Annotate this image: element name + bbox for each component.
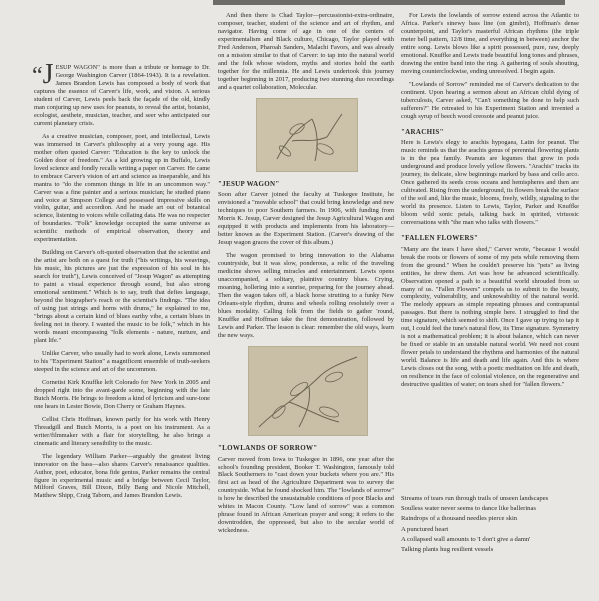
botanical-drawing-icon [256, 98, 358, 172]
paragraph: Unlike Carver, who usually had to work alone, Lewis summoned to his "Experiment Station" a magnificent ensemble of truth-seekers steeped in the science and art of the uncommon. [34, 349, 210, 373]
paragraph: "Many are the tears I have shed," Carver wrote, "because I would break the roots or flowers of some of my pets while removing them from the ground." When he couldn't preserve his "pets" as living entities, he drew them. Art was how he advanced scientifically. Observation opened a path to a beautiful world shrouded from so many of us. "Fallen Flowers" compels us to submit to the beauty, complexity, vulnerability, and unknowability of the natural world. The melody appears as simple repeating phrases and contrapuntal passages. But there is nothing simple here. I struggled to find the time signature, which seemed to shift. Once I gave up trying to tap it out, I could feel the tune's natural flow, its Time signature. Symmetry is not a mathematical problem; it is about balance, which can never be fixed or stable in an unstable natural world. We need not count flower petals to understand the rhythms and harmonies of the natural world. Balance is life and death and life again. And this is where Lewis closes out the song, with a poetic meditation on life and death, on resilience in the face of colonial violence, on the regenerative and destructive qualities of water; on tears shed for "fallen flowers." [401, 245, 579, 389]
poem-line: Raindrops of a thousand needles pierce skin [401, 515, 518, 523]
paragraph: Carver moved from Iowa to Tuskegee in 1896, one year after the school's founding president, Booker T. Washington, famously told Black Southerners to "cast down your buckets where you are." His first act as head of the Agriculture Department was to survey the countryside. What he found shocked him. The "lowlands of sorrow" is how he described the unsustainable conditions of poor Blacks and whites in Macon County. "Low land of sorrow" was a common phrase found in African American prayer and song; it refers to the downtrodden, the oppressed, but also to the secular world of wickedness. [218, 455, 394, 535]
section-heading: "ARACHIS" [401, 127, 444, 136]
paragraph: The wagon promised to bring innovation to the Alabama countryside, but it was slow, ponderous, a relic of the traveling medicine shows selling miracles and entertainment. Lewis opens unaccompanied, a solitary, plaintive country blues. Crying, moaning, hollering into a sunrise, preparing for the journey ahead. Then the wagon takes off, a black horse strutting to a funky New Orleans-style rhythm, drums and wheels rolling resolutely over a blues modality. Calling folk from the fields to gather 'round, Knuffke and Hoffman take the first demonstration, followed by Lewis and Parker. The lesson is clear: remember the old ways, learn the new ways. [218, 252, 394, 339]
paragraph: Cornetist Kirk Knuffke left Colorado for New York in 2005 and dropped right into the avant-garde scene, beginning with the late Butch Morris. He brings to freedom a kind of lyricism and sure-tone one hears in Lester Bowie, Don Cherry or Graham Haynes. [34, 378, 210, 410]
liner-notes-column-3 [401, 12, 579, 394]
paragraph: Cellist Chris Hoffman, known partly for his work with Henry Threadgill and Butch Morris, is a poet on his instrument. As a writer/filmmaker with a flair for storytelling, he also brings a cinematic and literary sensibility to the music. [34, 415, 210, 447]
paragraph: And then there is Chad Taylor—percussionist-extra-ordinaire, composer, teacher, student of the science and art of rhythm, and navigator. Having come of age in one of the centers of experimentalism and Black culture, Chicago, Taylor played with Fred Anderson, Pharoah Sanders, Malachi Favors, and was already on a mission similar to that of Carver: to tap into the natural world and the folk whose wisdom, myths and stories hold the earth together for the millennia. He and Lewis undertook this journey together beginning in 2017, producing two stunning duo recordings and a quartet collaboration, Molecular. [218, 12, 394, 91]
paragraph: Soon after Carver joined the faculty at Tuskegee Institute, he envisioned a "movable school" that could bring knowledge and new techniques to poor Southern farmers. In 1906, with funding from Morris K. Jesup, Carver designed the Jesup Agricultural Wagon and equipped it with products and implements from his laboratory—better known as the Experiment Station. (Carver's drawing of the Jesup wagon graces the cover of this album.) [218, 191, 394, 247]
poem-line: Streams of tears run through trails of unseen landscapes [401, 495, 549, 502]
section-heading: "FALLEN FLOWERS" [401, 233, 479, 242]
top-rule [213, 0, 565, 5]
poem-block [401, 494, 579, 555]
poem-line: A punctured heart [401, 525, 449, 533]
paragraph: As a creative musician, composer, poet, and intellectual, Lewis was immersed in Carver's philosophy at a very young age. His mother often quoted Carver: "Education is the key to unlock the Golden door of freedom." As a kid growing up in Buffalo, Lewis loved science and fondly recalls writing a paper on Carver. He came to embrace Carver's vision of art and science as inseparable, and his mantra to "do the common things in life in an uncommon way." Carver was a fine painter and a serious musician; he studied piano and voice at Simpson College and possessed impressive skills on violin, guitar, and accordion. And he made art out of botanical science, listening to voices while collating data. He was no respecter of boundaries. "Folk" knowledge occupied the same universe as scientific methods of empirical observation, theory and experimentation. [34, 132, 210, 244]
poem-line: A collapsed wall amounts to 'I don't give a damn' [401, 535, 531, 543]
paragraph: The legendary William Parker—arguably the greatest living innovator on the bass—also shares Carver's renaissance qualities. Author, poet, educator, bona fide genius, Parker remains the central figure in experimental music and a bridge between Cecil Taylor, Milford Graves, Bill Dixon, Billy Bang and Nicole Mitchell, Matthew Shipp, Craig Taborn, and James Brandon Lewis. [34, 452, 210, 500]
liner-notes-column-1 [32, 59, 210, 505]
drop-cap: “J [32, 59, 54, 90]
paragraph: Building on Carver's oft-quoted observation that the scientist and the artist are both on a quest for truth ("his writings, his weavings, his music, his pictures are just the expression of his soul in his search for truth"), Lewis conceived of "Jesup Wagon" as attempting to paint a visual experience through sound, but also strong emotional sentiment." Which is to say, truth that defies language, beyond the biographer's reach or the scientist's findings. "The idea of using just strings and horns with drums," he explained to me, "brings about a certain kind of blues earthy vibe, a certain blues in feeling not in theory. I wanted the music to be folk," which in his words meant encompassing "folk elements - nature, nurture, and plant life." [34, 249, 210, 344]
section-heading: "LOWLANDS OF SORROW" [218, 443, 318, 452]
liner-notes-column-2 [218, 12, 394, 540]
paragraph: For Lewis the lowlands of sorrow extend across the Atlantic to Africa. Parker's sinewy bass line (on gimbri), Hoffman's dense counterpoint, and Taylor's masterful African rhythms (the triple meter bell pattern, 12/8 time, and everything in between) anchor the entire song. Lewis blows like a spirit possessed, pure, raw, deeply emotional. Knuffke and Lewis trade beautiful long tones and phrases, drawing the entire band into the ring. A gathering of souls shouting, moving counterclockwise, ending unresolved. I begin again. [401, 12, 579, 75]
poem-line: Soulless water never seems to dance like ballerinas [401, 505, 536, 513]
intro-paragraph [32, 59, 210, 128]
botanical-drawing-icon [248, 346, 368, 436]
intro-text: ESUP WAGON" is more than a tribute or homage to Dr. George Washington Carver (1864-1943). It is a revelation. James Brandon Lewis has composed a body of work that captures the essence of Carver's life, work, and vision. A serious student of Carver, Lewis peels back the façade of the old, kindly man conjuring up new uses for peanuts, to reveal the artist, botanist, ecologist, aesthete, musician, teacher, and seer who anticipated our current planetary crisis. [34, 64, 210, 127]
poem-line: Talking plants hug resilient vessels [401, 546, 494, 554]
section-heading: "JESUP WAGON" [218, 179, 280, 188]
paragraph: Here is Lewis's elegy to arachis hypogaea, Latin for peanut. The music reminds us that the arachis genus of perennial flowering plants is in the pea family. Peanuts are legumes that grow in pods underground and produce lovely yellow flowers. "Arachis" tracks its journey, its delicate, slow beginnings marked by bass and cello arco. Once gathered its seeds cross oceans and hemispheres and then are cultivated. Rising from the underground, its flowers break the surface of the soil and, like the music, blooms, freely, wildly, signaling to the world its presence. Listen to Lewis, Taylor, Parker and Knuffke bloom wild sonic petals, talking back in spirited, virtuosic conversations with "the man who talks with flowers." [401, 139, 579, 226]
paragraph: "Lowlands of Sorrow" reminded me of Carver's dedication to the continent. Upon hearing a sermon about an African child dying of tuberculosis, Carver asked, "Can't something be done to help such sufferers?" He retreated to his Experiment Station and invented a cough syrup of beech wood creosote and peanut juice. [401, 80, 579, 120]
